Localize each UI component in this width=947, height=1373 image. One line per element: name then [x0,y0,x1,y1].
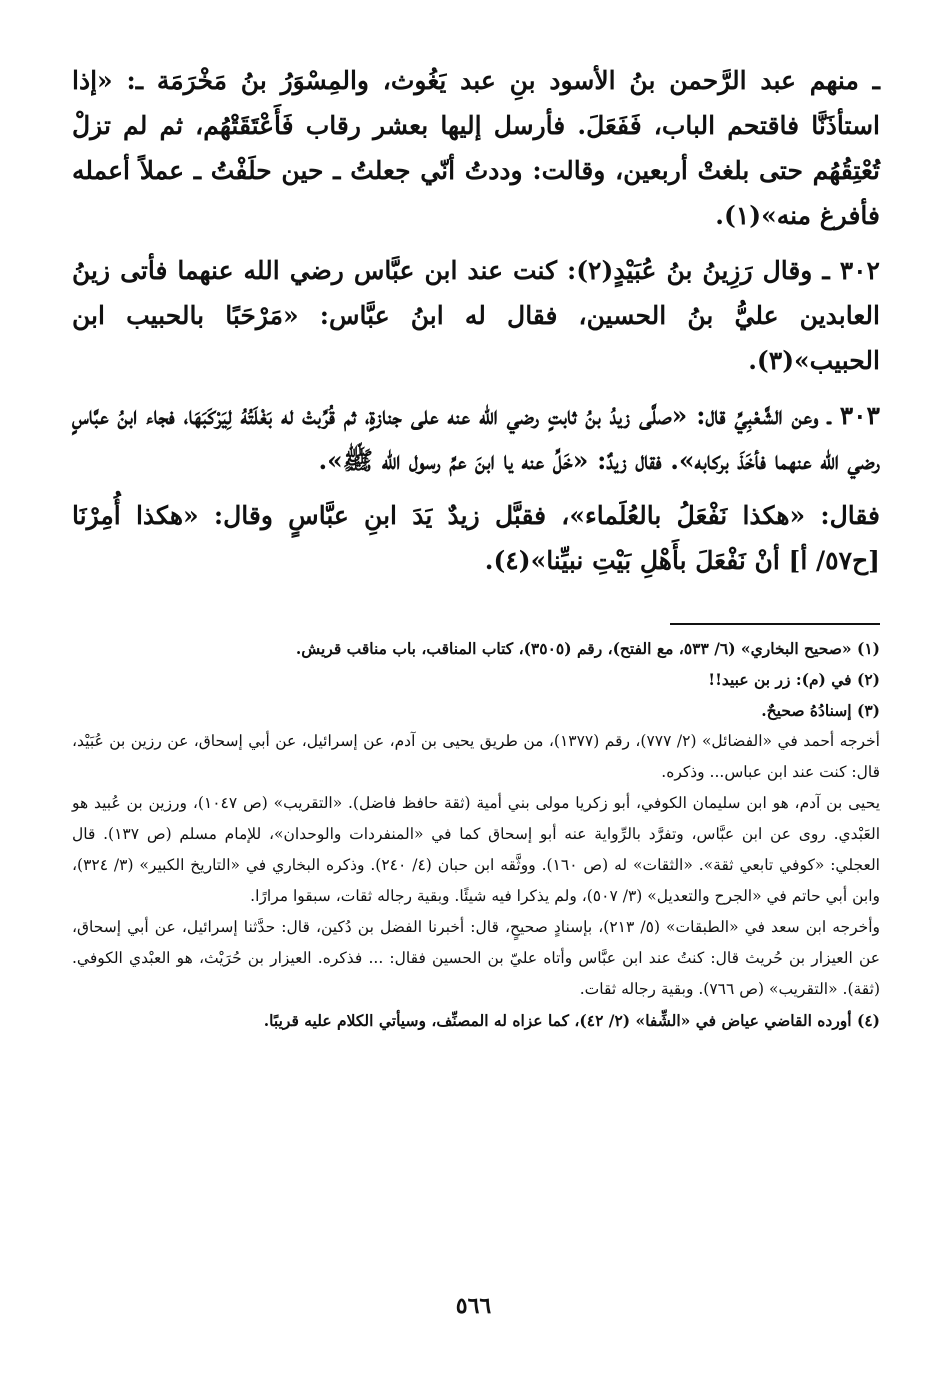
footnote-2: (٢) في (م): زر بن عبيد!! [708,670,880,689]
main-text [72,58,880,583]
page-number: ٥٦٦ [455,1293,492,1319]
main-paragraph-303: ٣٠٣ ـ وعن الشَّعْبِيِّ قال: «صلَّى زيدُ بنُ ثابتٍ رضي الله عنه على جنازةٍ، ثم قُرِّبتْ له بَغْلَتُهُ لِيَرْكَبَهَا، فجاء ابنُ عبَّاسٍ رضي الله عنهما فأخَذَ بركابه». فقال زيدٌ: «خَلِّ عنه يا ابنَ عمِّ رسول الله ﷺ». [72,401,880,475]
footnote-4: (٤) أورده القاضي عياض في «الشِّفا» (٢/ ٤٢)، كما عزاه له المصنِّف، وسيأتي الكلام عليه قريبًا. [263,1011,880,1030]
footnote-3-ibn-saad: وأخرجه ابن سعد في «الطبقات» (٥/ ٢١٣)، بإسنادٍ صحيحٍ، قال: أخبرنا الفضل بن دُكين، قال: حدَّثنا إسرائيل، عن أبي إسحاق، عن العيزار بن حُريث قال: كنتُ عند ابن عبَّاس وأتاه عليّ بن الحسين فقال: ... فذكره. العيزار بن حُرَيْث، هو العبْدي الكوفي. (ثقة). «التقريب» (ص ٧٦٦). وبقية رجاله ثقات. [72,918,881,998]
main-paragraph-1: ـ منهم عبد الرَّحمن بنُ الأسود بنِ عبد يَغُوث، والمِسْوَرُ بنُ مَخْرَمَة ـ: «إذا استأذَنَّا فاقتحم الباب، فَفَعَلَ. فأرسل إليها بعشر رقاب فَأَعْتَقَتْهُم، ثم لم تزلْ تُعْتِقُهُم حتى بلغتْ أربعين، وقالت: وددتُ أنّي جعلتُ ـ حين حلَفْتُ ـ عملاً أعمله فأفرغ منه»(١). [72,66,880,230]
footnotes [72,633,880,1036]
footnote-3: (٣) إسنادُهُ صحيحٌ. [761,701,880,720]
footnote-3-narrators: يحيى بن آدم، هو ابن سليمان الكوفي، أبو زكريا مولى بني أمية (ثقة حافظ فاضل). «التقريب» (ص ١٠٤٧)، ورزين بن عُبيد هو العَبْدي. روى عن ابن عبَّاس، وتفرَّد بالرِّواية عنه أبو إسحاق كما في «المنفردات والوحدان»، للإمام مسلم (ص ١٣٧). قال العجلي: «كوفي تابعي ثقة». «الثقات» له (ص ١٦٠). ووثَّقه ابن حبان (٤/ ٢٤٠). وذكره البخاري في «التاريخ الكبير» (٣/ ٣٢٤)، وابن أبي حاتم في «الجرح والتعديل» (٣/ ٥٠٧)، ولم يذكرا فيه شيئًا. وبقية رجاله ثقات، سبقوا مرارًا. [72,794,881,905]
main-paragraph-4: فقال: «هكذا نَفْعَلُ بالعُلَماء»، فقبَّل زيدٌ يَدَ ابنِ عبَّاسٍ وقال: «هكذا أُمِرْنَا [ح٥٧/ أ] أنْ نَفْعَلَ بأَهْلِ بَيْتِ نبيِّنا»(٤). [72,501,881,575]
main-paragraph-302: ٣٠٢ ـ وقال رَزِينُ بنُ عُبَيْدٍ(٢): كنت عند ابن عبَّاس رضي الله عنهما فأتى زينُ العابدين عليُّ بنُ الحسين، فقال له ابنُ عبَّاس: «مَرْحَبًا بالحبيب ابن الحبيب»(٣). [72,256,880,375]
footnote-1: (١) «صحيح البخاري» (٦/ ٥٣٣، مع الفتح)، رقم (٣٥٠٥)، كتاب المناقب، باب مناقب قريش. [295,639,880,658]
footnote-divider [670,623,880,625]
footnote-3-takhrij: أخرجه أحمد في «الفضائل» (٢/ ٧٧٧)، رقم (١٣٧٧)، من طريق يحيى بن آدم، عن إسرائيل، عن أبي إسحاق، عن رزين بن عُبَيْد، قال: كنت عند ابن عباس... وذكره. [72,732,880,781]
page-body [72,58,880,1036]
